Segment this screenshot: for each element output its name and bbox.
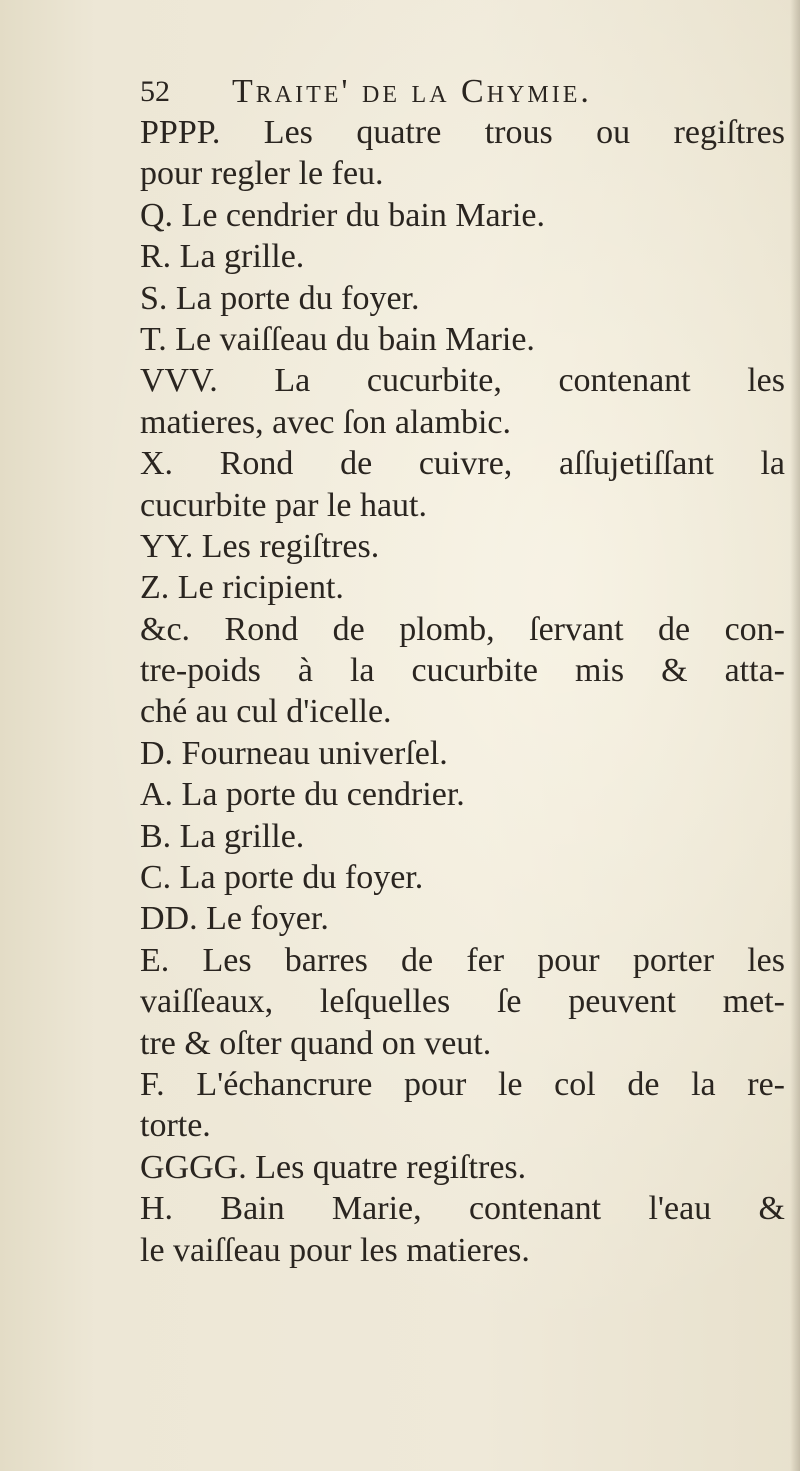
text-line: H. Bain Marie, contenant l'eau & bbox=[140, 1190, 785, 1228]
text-line: Z. Le ricipient. bbox=[140, 569, 344, 607]
text-line: tre-poids à la cucurbite mis & atta- bbox=[140, 652, 785, 690]
text-line: D. Fourneau univerſel. bbox=[140, 734, 448, 772]
text-line: tre & oſter quand on veut. bbox=[140, 1024, 492, 1062]
text-line: E. Les barres de fer pour porter les bbox=[140, 941, 785, 979]
legend-text-body bbox=[140, 112, 790, 1271]
text-line: T. Le vaiſſeau du bain Marie. bbox=[140, 320, 535, 358]
text-line: VVV. La cucurbite, contenant les bbox=[140, 362, 785, 400]
text-line: S. La porte du foyer. bbox=[140, 279, 420, 317]
text-line: vaiſſeaux, leſquelles ſe peuvent met- bbox=[140, 983, 785, 1021]
text-line: R. La grille. bbox=[140, 238, 305, 276]
text-line: pour regler le feu. bbox=[140, 155, 384, 193]
text-line: PPPP. Les quatre trous ou regiſtres bbox=[140, 114, 785, 151]
page-number: 52 bbox=[140, 75, 170, 108]
text-line: le vaiſſeau pour les matieres. bbox=[140, 1231, 530, 1269]
text-line: DD. Le foyer. bbox=[140, 900, 329, 938]
text-line: &c. Rond de plomb, ſervant de con- bbox=[140, 610, 785, 648]
text-line: GGGG. Les quatre regiſtres. bbox=[140, 1148, 527, 1186]
text-line: Q. Le cendrier du bain Marie. bbox=[140, 196, 545, 234]
text-line: matieres, avec ſon alambic. bbox=[140, 403, 511, 441]
page-header bbox=[140, 66, 700, 118]
text-line: C. La porte du foyer. bbox=[140, 859, 424, 897]
text-line: ché au cul d'icelle. bbox=[140, 693, 392, 731]
text-line: B. La grille. bbox=[140, 817, 305, 855]
page-edge-shadow bbox=[790, 0, 800, 1471]
running-title: Traite' de la Chymie. bbox=[232, 73, 592, 110]
text-line: A. La porte du cendrier. bbox=[140, 776, 465, 814]
text-line: F. L'échancrure pour le col de la re- bbox=[140, 1065, 785, 1103]
text-line: torte. bbox=[140, 1107, 211, 1145]
text-line: YY. Les regiſtres. bbox=[140, 527, 380, 565]
text-line: cucurbite par le haut. bbox=[140, 486, 427, 524]
text-line: X. Rond de cuivre, aſſujetiſſant la bbox=[140, 445, 785, 483]
